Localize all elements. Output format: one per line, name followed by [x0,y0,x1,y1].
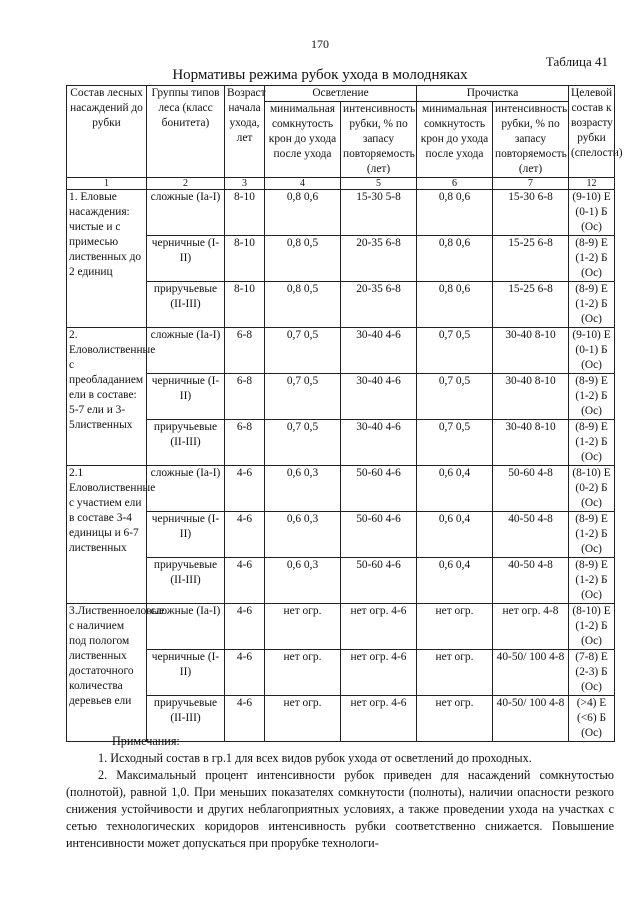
cleaning-intensity-cell: 40-50/ 100 4-8 [493,696,569,742]
clearing-density-cell: 0,6 0,3 [265,512,341,558]
start-age-cell: 4-6 [225,466,265,512]
index-cell: 2 [147,178,225,190]
forest-group-cell: черничные (I-II) [147,236,225,282]
header-clearing: Осветление [265,86,417,102]
cleaning-intensity-cell: 40-50 4-8 [493,512,569,558]
composition-cell: 1. Еловые насаждения: чистые и с примесью лиственных до 2 единиц [67,190,147,328]
header-start-age: Возраст начала ухода, лет [225,86,265,178]
header-min-density: минимальная сомкнутость крон до ухода после ухода [265,102,341,178]
forest-group-cell: черничные (I-II) [147,650,225,696]
header-cleaning: Прочистка [417,86,569,102]
forest-group-cell: сложные (Ia-I) [147,604,225,650]
table-row [67,512,615,558]
table-row [67,236,615,282]
cleaning-density-cell: 0,7 0,5 [417,328,493,374]
cleaning-intensity-cell: 40-50/ 100 4-8 [493,650,569,696]
target-composition-cell: (9-10) Е (0-1) Б (Ос) [569,190,615,236]
forest-group-cell: черничные (I-II) [147,512,225,558]
cleaning-intensity-cell: 15-25 6-8 [493,236,569,282]
cleaning-density-cell: нет огр. [417,696,493,742]
start-age-cell: 4-6 [225,512,265,558]
note-2: 2. Максимальный процент интенсивности рубок приведен для насаждений сомкнутостью (полнотой), равной 1,0. При меньших показателях сомкнутости (полноты), наличии опасности резкого снижения устойчивости и других неблагоприятных условиях, а также проведении ухода на участках с сетью технологических коридоров интенсивность рубки соответственно снижается. Повышение интенсивности может допускаться при прорубке технологи- [66,768,614,850]
cleaning-intensity-cell: 30-40 8-10 [493,328,569,374]
header-target: Целевой состав к возрасту рубки (спелости) [569,86,615,178]
clearing-intensity-cell: 50-60 4-6 [341,558,417,604]
clearing-density-cell: 0,7 0,5 [265,328,341,374]
cleaning-density-cell: 0,6 0,4 [417,512,493,558]
note-1: 1. Исходный состав в гр.1 для всех видов рубок ухода от осветлений до проходных. [98,751,532,765]
forest-group-cell: приручьевые (II-III) [147,558,225,604]
table-row [67,650,615,696]
clearing-intensity-cell: 50-60 4-6 [341,466,417,512]
table-label: Таблица 41 [545,54,608,69]
page-number: 170 [311,37,329,51]
target-composition-cell: (8-9) Е (1-2) Б (Ос) [569,512,615,558]
header-min-density: минимальная сомкнутость крон до ухода после ухода [417,102,493,178]
target-composition-cell: (8-10) Е (1-2) Б (Ос) [569,604,615,650]
cleaning-density-cell: 0,7 0,5 [417,374,493,420]
forest-group-cell: сложные (Ia-I) [147,190,225,236]
clearing-intensity-cell: 20-35 6-8 [341,282,417,328]
table-row [67,282,615,328]
header-row-1 [67,86,615,102]
target-composition-cell: (8-10) Е (0-2) Б (Ос) [569,466,615,512]
index-cell: 3 [225,178,265,190]
start-age-cell: 4-6 [225,604,265,650]
target-composition-cell: (8-9) Е (1-2) Б (Ос) [569,374,615,420]
composition-cell: 2. Еловолиственные с преобладанием ели в составе: 5-7 ели и 3-5лиственных [67,328,147,466]
target-composition-cell: (9-10) Е (0-1) Б (Ос) [569,328,615,374]
clearing-density-cell: нет огр. [265,604,341,650]
target-composition-cell: (8-9) Е (1-2) Б (Ос) [569,236,615,282]
index-cell: 7 [493,178,569,190]
start-age-cell: 8-10 [225,236,265,282]
forest-group-cell: сложные (Ia-I) [147,328,225,374]
index-cell: 6 [417,178,493,190]
cleaning-intensity-cell: 50-60 4-8 [493,466,569,512]
clearing-intensity-cell: нет огр. 4-6 [341,650,417,696]
clearing-intensity-cell: 50-60 4-6 [341,512,417,558]
start-age-cell: 6-8 [225,374,265,420]
clearing-intensity-cell: 30-40 4-6 [341,420,417,466]
cleaning-density-cell: 0,8 0,6 [417,190,493,236]
norms-table [66,85,623,742]
start-age-cell: 6-8 [225,420,265,466]
clearing-intensity-cell: нет огр. 4-6 [341,696,417,742]
cleaning-density-cell: нет огр. [417,650,493,696]
forest-group-cell: приручьевые (II-III) [147,282,225,328]
header-intensity: интенсивность рубки, % по запасу повторяемость (лет) [341,102,417,178]
index-row [67,178,615,190]
target-composition-cell: (>4) Е (<6) Б (Ос) [569,696,615,742]
clearing-density-cell: 0,7 0,5 [265,374,341,420]
clearing-intensity-cell: 30-40 4-6 [341,374,417,420]
clearing-density-cell: 0,6 0,3 [265,466,341,512]
table-row [67,374,615,420]
target-composition-cell: (8-9) Е (1-2) Б (Ос) [569,558,615,604]
start-age-cell: 4-6 [225,558,265,604]
cleaning-density-cell: 0,8 0,6 [417,282,493,328]
target-composition-cell: (8-9) Е (1-2) Б (Ос) [569,420,615,466]
cleaning-intensity-cell: 30-40 8-10 [493,420,569,466]
header-intensity: интенсивность рубки, % по запасу повторяемость (лет) [493,102,569,178]
composition-cell: 3.Лиственноеловые с наличием под пологом лиственных достаточного количества деревьев ели [67,604,147,742]
clearing-density-cell: 0,8 0,6 [265,190,341,236]
start-age-cell: 6-8 [225,328,265,374]
forest-group-cell: черничные (I-II) [147,374,225,420]
cleaning-density-cell: нет огр. [417,604,493,650]
start-age-cell: 8-10 [225,282,265,328]
clearing-intensity-cell: 15-30 5-8 [341,190,417,236]
table-row [67,604,615,650]
cleaning-density-cell: 0,6 0,4 [417,558,493,604]
cleaning-density-cell: 0,7 0,5 [417,420,493,466]
forest-group-cell: сложные (Ia-I) [147,466,225,512]
clearing-density-cell: нет огр. [265,650,341,696]
header-forest-group: Группы типов леса (класс бонитета) [147,86,225,178]
clearing-intensity-cell: 30-40 4-6 [341,328,417,374]
clearing-density-cell: 0,6 0,3 [265,558,341,604]
cleaning-intensity-cell: 15-25 6-8 [493,282,569,328]
table-title: Нормативы режима рубок ухода в молодняках [172,67,468,83]
cleaning-density-cell: 0,6 0,4 [417,466,493,512]
table-body [67,190,615,742]
composition-cell: 2.1 Еловолиственные с участием ели в составе 3-4 единицы и 6-7 лиственных [67,466,147,604]
clearing-intensity-cell: 20-35 6-8 [341,236,417,282]
table-row [67,420,615,466]
index-cell: 12 [569,178,615,190]
start-age-cell: 8-10 [225,190,265,236]
cleaning-density-cell: 0,8 0,6 [417,236,493,282]
table-row [67,328,615,374]
clearing-density-cell: 0,8 0,5 [265,236,341,282]
cleaning-intensity-cell: 15-30 6-8 [493,190,569,236]
clearing-density-cell: 0,8 0,5 [265,282,341,328]
cleaning-intensity-cell: нет огр. 4-8 [493,604,569,650]
start-age-cell: 4-6 [225,696,265,742]
clearing-intensity-cell: нет огр. 4-6 [341,604,417,650]
table-row [67,190,615,236]
header-composition: Состав лесных насаждений до рубки [67,86,147,178]
clearing-density-cell: 0,7 0,5 [265,420,341,466]
target-composition-cell: (8-9) Е (1-2) Б (Ос) [569,282,615,328]
index-cell: 1 [67,178,147,190]
forest-group-cell: приручьевые (II-III) [147,420,225,466]
index-cell: 5 [341,178,417,190]
table-row [67,466,615,512]
index-cell: 4 [265,178,341,190]
clearing-density-cell: нет огр. [265,696,341,742]
forest-group-cell: приручьевые (II-III) [147,696,225,742]
target-composition-cell: (7-8) Е (2-3) Б (Ос) [569,650,615,696]
table-row [67,558,615,604]
notes-heading: Примечания: [112,734,180,748]
start-age-cell: 4-6 [225,650,265,696]
cleaning-intensity-cell: 40-50 4-8 [493,558,569,604]
notes [66,733,614,852]
cleaning-intensity-cell: 30-40 8-10 [493,374,569,420]
